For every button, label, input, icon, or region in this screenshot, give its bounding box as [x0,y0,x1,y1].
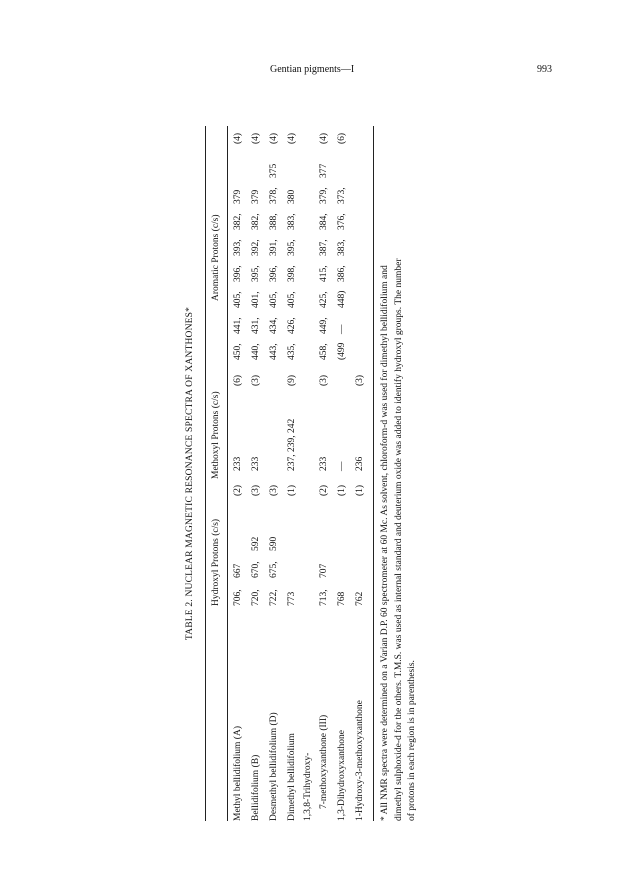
aromatic-value: 383, [337,239,347,256]
footnote-line: of protons in each region is in parenthesis. [407,660,417,821]
aromatic-value: 382, [233,213,243,230]
aromatic-value: 378, [269,187,279,204]
table-caption: TABLE 2. NUCLEAR MAGNETIC RESONANCE SPECTRA OF XANTHONES* [185,306,195,641]
compound-name: Dimethyl bellidifolium [287,733,297,821]
aromatic-value: 382, [251,213,261,230]
table-top-rule [205,126,206,821]
table-row [303,126,317,821]
hydroxyl-value: 592 [251,536,261,551]
compound-name: 1-Hydroxy-3-methoxyxanthone [355,700,365,821]
methoxyl-value: 233 [251,456,261,471]
hydroxyl-count: (3) [269,484,279,496]
aromatic-value: 380 [287,189,297,204]
aromatic-value: 435, [287,343,297,360]
hydroxyl-value: 722, [269,589,279,606]
methoxyl-value: 236 [355,456,365,471]
methoxyl-count: (3) [251,374,261,386]
table-row [233,126,247,821]
aromatic-value: 379 [251,189,261,204]
aromatic-value: 396, [233,265,243,282]
aromatic-value: (499 [337,342,347,360]
footnote-line: * All NMR spectra were determined on a Varian D.P. 60 spectrometer at 60 Mc. As solvent, chloroform-d was used for dimethyl bellidifolium and [380,265,390,821]
aromatic-value: 440, [251,343,261,360]
aromatic-count: (4) [319,132,329,144]
aromatic-value: 396, [269,265,279,282]
header-aromatic: Aromatic Protons (c/s) [211,214,221,301]
compound-name: Desmethyl bellidifolium (D) [269,712,279,821]
aromatic-value: 379, [319,187,329,204]
table-footnote [379,126,420,821]
table-bottom-rule [373,126,374,821]
hydroxyl-value: 667 [233,563,243,578]
hydroxyl-value: 720, [251,589,261,606]
aromatic-value: 449, [319,317,329,334]
aromatic-value: — [337,324,347,334]
hydroxyl-count: (3) [251,484,261,496]
table-row [251,126,265,821]
table-row [319,126,333,821]
aromatic-value: 395, [287,239,297,256]
hydroxyl-value: 762 [355,591,365,606]
aromatic-count: (4) [269,132,279,144]
hydroxyl-count: (1) [287,484,297,496]
compound-name: 7-methoxyxanthone (III) [319,714,329,809]
compound-name: Bellidifolium (B) [251,754,261,821]
aromatic-value: 392, [251,239,261,256]
aromatic-value: 398, [287,265,297,282]
aromatic-value: 375 [269,163,279,178]
methoxyl-value: 237, 239, 242 [287,418,297,471]
aromatic-value: 425, [319,291,329,308]
methoxyl-value: — [337,461,347,471]
aromatic-count: (4) [251,132,261,144]
hydroxyl-value: 773 [287,591,297,606]
aromatic-value: 377 [319,163,329,178]
methoxyl-value: 233 [233,456,243,471]
header-hydroxyl: Hydroxyl Protons (c/s) [211,518,221,606]
aromatic-value: 458, [319,343,329,360]
aromatic-count: (6) [337,132,347,144]
aromatic-value: 401, [251,291,261,308]
hydroxyl-count: (1) [355,484,365,496]
aromatic-value: 388, [269,213,279,230]
aromatic-value: 441, [233,317,243,334]
hydroxyl-count: (1) [337,484,347,496]
running-head [0,64,624,80]
aromatic-value: 443, [269,343,279,360]
running-title: Gentian pigments—I [270,64,355,75]
aromatic-value: 448) [337,290,347,308]
table-row [269,126,283,821]
aromatic-value: 383, [287,213,297,230]
compound-name: 1,3,8-Trihydroxy- [303,752,313,821]
aromatic-count: (4) [233,132,243,144]
aromatic-value: 434, [269,317,279,334]
aromatic-value: 384, [319,213,329,230]
aromatic-value: 405, [269,291,279,308]
hydroxyl-count: (2) [233,484,243,496]
aromatic-value: 387, [319,239,329,256]
page-number: 993 [537,64,552,75]
table-row [287,126,301,821]
hydroxyl-value: 707 [319,563,329,578]
compound-name: 1,3-Dihydroxyxanthone [337,729,347,821]
aromatic-value: 373, [337,187,347,204]
rotated-table-block [179,126,434,821]
methoxyl-count: (6) [233,374,243,386]
footnote-line: dimethyl sulphoxide-d for the others. T.M.S. was used as internal standard and deuterium oxide was added to identify hydroxyl groups. The number [393,258,404,821]
compound-name: Methyl bellidifolium (A) [233,726,243,821]
aromatic-value: 431, [251,317,261,334]
methoxyl-count: (3) [355,374,365,386]
table-row [355,126,369,821]
hydroxyl-value: 670, [251,561,261,578]
aromatic-value: 415, [319,265,329,282]
aromatic-value: 379 [233,189,243,204]
hydroxyl-value: 590 [269,536,279,551]
table-row [337,126,351,821]
methoxyl-count: (3) [319,374,329,386]
aromatic-value: 426, [287,317,297,334]
hydroxyl-value: 675, [269,561,279,578]
aromatic-value: 391, [269,239,279,256]
aromatic-value: 450, [233,343,243,360]
methoxyl-value: 233 [319,456,329,471]
header-rule [227,126,228,821]
aromatic-value: 393, [233,239,243,256]
hydroxyl-value: 706, [233,589,243,606]
hydroxyl-value: 713, [319,589,329,606]
aromatic-value: 405, [287,291,297,308]
aromatic-value: 405, [233,291,243,308]
aromatic-value: 395, [251,265,261,282]
hydroxyl-count: (2) [319,484,329,496]
aromatic-value: 386, [337,265,347,282]
hydroxyl-value: 768 [337,591,347,606]
header-methoxyl: Methoxyl Protons (c/s) [211,391,221,479]
aromatic-count: (4) [287,132,297,144]
methoxyl-count: (9) [287,374,297,386]
aromatic-value: 376, [337,213,347,230]
